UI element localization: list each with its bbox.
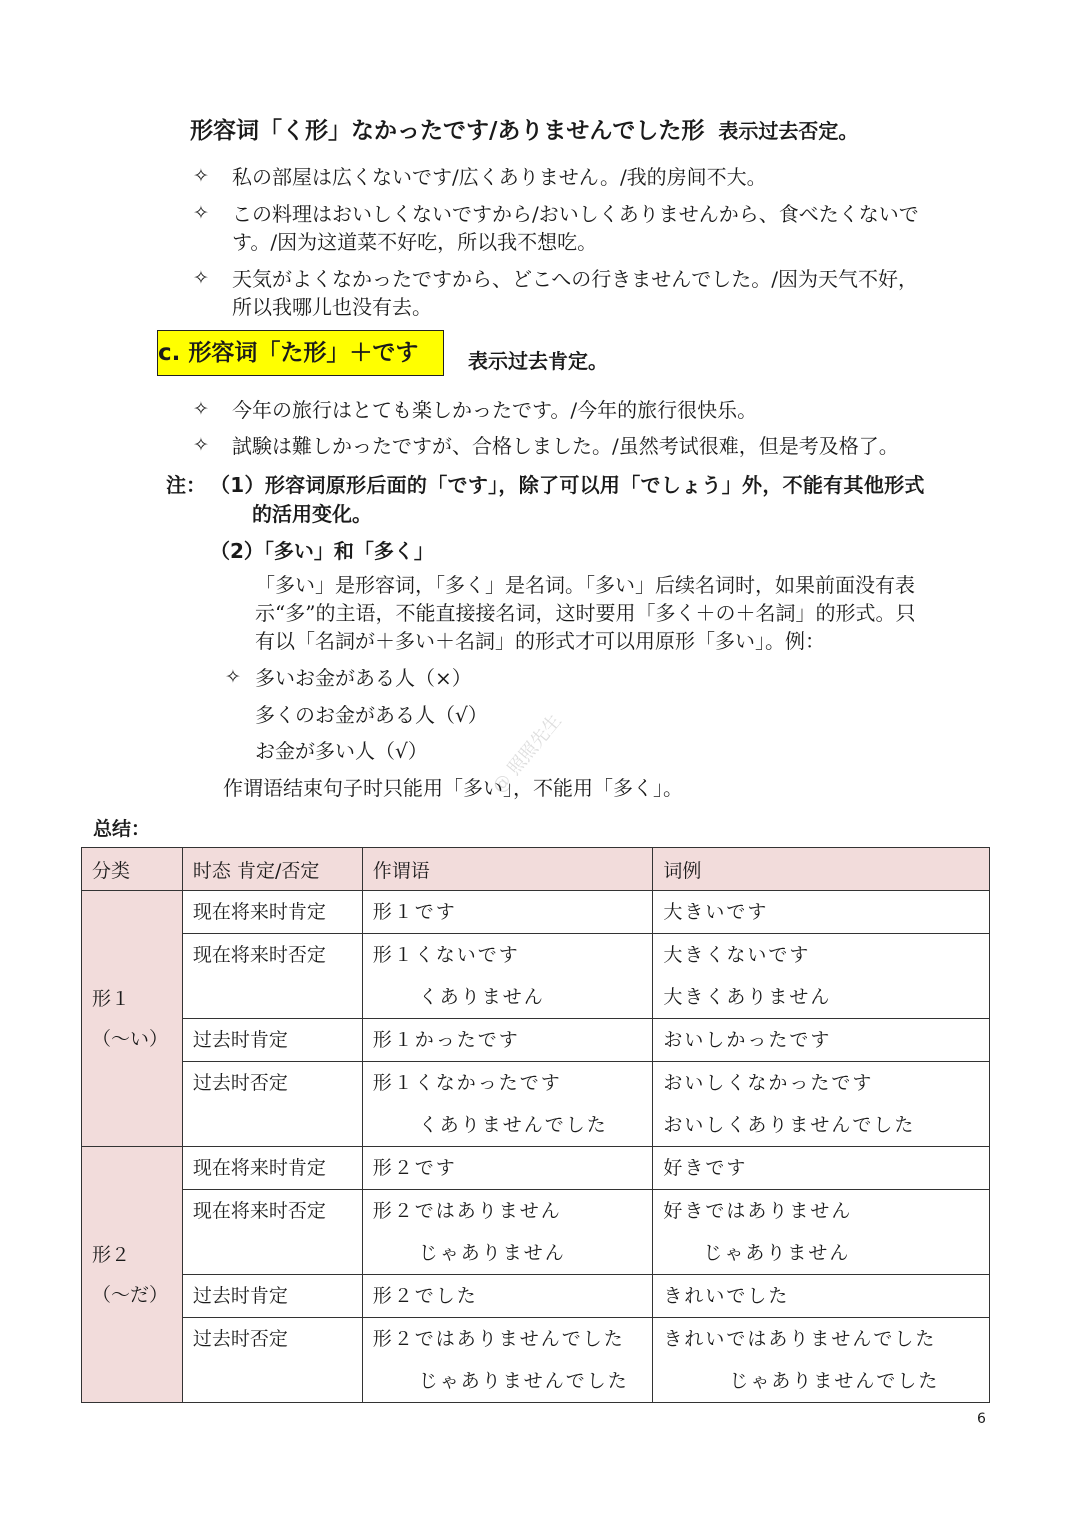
example-cell: おいしくなかったです おいしくありませんでした <box>653 1062 990 1147</box>
tense-cell: 过去时肯定 <box>182 1019 362 1062</box>
example-cell: 好きです <box>653 1147 990 1190</box>
example-cell: 大きいです <box>653 891 990 934</box>
table-row <box>82 1190 990 1275</box>
section-heading-past-negative <box>190 112 858 145</box>
category-label: 形２ <box>92 1243 131 1266</box>
tense-cell: 现在将来时肯定 <box>182 1147 362 1190</box>
example-incorrect: 多いお金がある人（×） <box>255 666 472 690</box>
example-correct: 多くのお金がある人（√） <box>255 703 488 727</box>
example-correct: お金が多い人（√） <box>255 739 428 763</box>
table-row <box>82 1275 990 1318</box>
predicate-cell: 形１かったです <box>362 1019 653 1062</box>
note-paragraph-line: 示“多”的主语，不能直接接名词，这时要用「多く＋の＋名詞」的形式。只 <box>255 601 916 625</box>
example-cell: おいしかったです <box>653 1019 990 1062</box>
table-header-row <box>82 848 990 891</box>
note-label: 注： <box>166 473 206 497</box>
example-cell: 大きくないです 大きくありません <box>653 934 990 1019</box>
tense-cell: 过去时肯定 <box>182 1275 362 1318</box>
predicate-cell: 形１くないです くありません <box>362 934 653 1019</box>
tense-cell: 过去时否定 <box>182 1318 362 1403</box>
note-item-1: （1）形容词原形后面的「です」，除了可以用「でしょう」外，不能有其他形式 <box>210 473 925 497</box>
bullet-icon: ✧ <box>193 434 209 456</box>
note-item-1-continued: 的活用变化。 <box>252 502 372 526</box>
heading-suffix: 表示过去否定。 <box>718 119 859 143</box>
tense-cell: 过去时否定 <box>182 1062 362 1147</box>
note-paragraph-line: 有以「名詞が＋多い＋名詞」的形式才可以用原形「多い」。例： <box>255 629 825 653</box>
tense-cell: 现在将来时否定 <box>182 1190 362 1275</box>
example-cell: きれいでした <box>653 1275 990 1318</box>
bullet-icon: ✧ <box>193 165 209 187</box>
category-cell <box>82 1147 183 1403</box>
example-cell: 好きではありません じゃありません <box>653 1190 990 1275</box>
column-header: 分类 <box>82 848 183 891</box>
heading-main: 形容词「く形」なかったです/ありませんでした形 <box>190 118 705 144</box>
predicate-cell: 形１くなかったです くありませんでした <box>362 1062 653 1147</box>
bullet-icon: ✧ <box>225 666 241 688</box>
page-number: 6 <box>977 1411 986 1427</box>
summary-table <box>81 847 990 1403</box>
category-cell <box>82 891 183 1147</box>
watermark: @ 照照先生 <box>488 710 566 798</box>
tense-cell: 现在将来时肯定 <box>182 891 362 934</box>
predicate-cell: 形２ではありませんでした じゃありませんでした <box>362 1318 653 1403</box>
table-row <box>82 1318 990 1403</box>
example-cell: きれいではありませんでした じゃありませんでした <box>653 1318 990 1403</box>
heading-main: c. 形容词「た形」＋です <box>158 340 419 366</box>
section-heading-past-affirmative <box>157 330 444 376</box>
table-row <box>82 1062 990 1147</box>
example-line: 私の部屋は広くないです/広くありません。/我的房间不大。 <box>232 165 767 189</box>
tense-cell: 现在将来时否定 <box>182 934 362 1019</box>
bullet-icon: ✧ <box>193 267 209 289</box>
column-header: 时态 肯定/否定 <box>182 848 362 891</box>
table-row <box>82 1019 990 1062</box>
summary-label: 总结： <box>93 818 151 840</box>
category-label: 形１ <box>92 987 131 1010</box>
example-line: この料理はおいしくないですから/おいしくありませんから、食べたくないで <box>232 202 919 226</box>
predicate-cell: 形２です <box>362 1147 653 1190</box>
example-line: 今年の旅行はとても楽しかったです。/今年的旅行很快乐。 <box>232 398 758 422</box>
column-header: 词例 <box>653 848 990 891</box>
example-line-continued: 所以我哪儿也没有去。 <box>232 295 432 319</box>
example-line: 天気がよくなかったですから、どこへの行きませんでした。/因为天气不好， <box>232 267 918 291</box>
bullet-icon: ✧ <box>193 398 209 420</box>
example-line: 試験は難しかったですが、合格しました。/虽然考试很难，但是考及格了。 <box>232 434 899 458</box>
category-sub-label: （～だ） <box>92 1283 169 1306</box>
category-sub-label: （～い） <box>92 1027 169 1050</box>
predicate-cell: 形１です <box>362 891 653 934</box>
table-row <box>82 891 990 934</box>
note-paragraph-line: 「多い」是形容词，「多く」是名词。「多い」后续名词时，如果前面没有表 <box>255 573 915 597</box>
table-row <box>82 1147 990 1190</box>
predicate-cell: 形２でした <box>362 1275 653 1318</box>
predicate-cell: 形２ではありません じゃありません <box>362 1190 653 1275</box>
note-conclusion: 作谓语结束句子时只能用「多い」，不能用「多く」。 <box>223 776 683 800</box>
note-item-2-title: （2）「多い」和「多く」 <box>210 539 434 563</box>
table-row <box>82 934 990 1019</box>
bullet-icon: ✧ <box>193 202 209 224</box>
column-header: 作谓语 <box>362 848 653 891</box>
example-line-continued: す。/因为这道菜不好吃，所以我不想吃。 <box>232 230 598 254</box>
heading-suffix: 表示过去肯定。 <box>468 349 608 373</box>
